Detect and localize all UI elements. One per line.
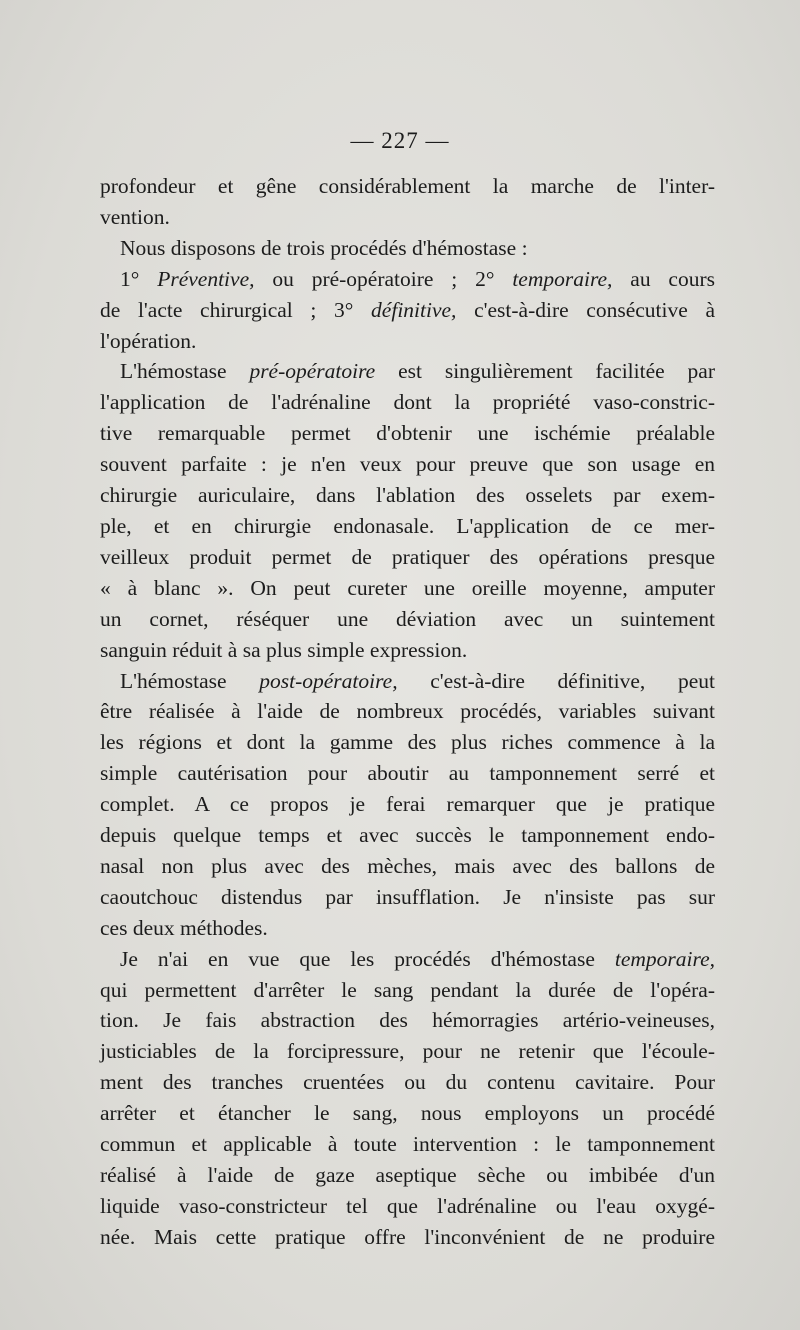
- text-segment: tive remarquable permet d'obtenir une ischémie préalable: [100, 421, 715, 446]
- text-segment: au cours: [612, 266, 715, 291]
- text-segment: L'hémostase: [120, 359, 250, 384]
- text-line: [100, 233, 715, 264]
- text-segment: tion. Je fais abstraction des hémorragies artério-veineuses,: [100, 1008, 715, 1033]
- italic-text: pré-opératoire: [249, 359, 376, 384]
- text-segment: depuis quelque temps et avec succès le tamponnement endo-: [100, 823, 715, 848]
- text-segment: être réalisée à l'aide de nombreux procédés, variables suivant: [100, 699, 715, 724]
- text-segment: simple cautérisation pour aboutir au tamponnement serré et: [100, 761, 715, 786]
- text-segment: liquide vaso-constricteur tel que l'adrénaline ou l'eau oxygé-: [100, 1193, 715, 1218]
- text-line: [100, 356, 715, 387]
- text-segment: justiciables de la forcipressure, pour ne retenir que l'écoule-: [100, 1039, 715, 1064]
- text-segment: Je n'ai en vue que les procédés d'hémostase: [120, 946, 615, 971]
- text-segment: est singulièrement facilitée par: [375, 359, 715, 384]
- text-segment: nasal non plus avec des mèches, mais avec des ballons de: [100, 853, 715, 878]
- text-segment: un cornet, réséquer une déviation avec un suintement: [100, 606, 715, 631]
- text-segment: souvent parfaite : je n'en veux pour preuve que son usage en: [100, 452, 715, 477]
- italic-text: temporaire,: [512, 266, 613, 291]
- text-segment: de l'acte chirurgical ; 3°: [100, 297, 372, 322]
- text-segment: « à blanc ». On peut cureter une oreille moyenne, amputer: [100, 575, 715, 600]
- text-line: [100, 1160, 715, 1191]
- italic-text: définitive,: [371, 297, 457, 322]
- text-line: [100, 851, 715, 882]
- text-line: [100, 635, 715, 666]
- text-line: [100, 264, 715, 295]
- text-line: [100, 820, 715, 851]
- text-segment: ou pré-opératoire ; 2°: [254, 266, 513, 291]
- text-segment: caoutchouc distendus par insufflation. Je n'insiste pas sur: [100, 884, 715, 909]
- text-segment: née. Mais cette pratique offre l'inconvénient de ne produire: [100, 1224, 715, 1249]
- text-line: [100, 882, 715, 913]
- text-segment: commun et applicable à toute intervention : le tamponnement: [100, 1132, 715, 1157]
- text-segment: 1°: [120, 266, 158, 291]
- text-segment: sanguin réduit à sa plus simple expression.: [100, 637, 468, 662]
- text-segment: L'hémostase: [120, 668, 260, 693]
- text-segment: arrêter et étancher le sang, nous employons un procédé: [100, 1101, 715, 1126]
- text-line: [100, 480, 715, 511]
- text-line: [100, 727, 715, 758]
- body-text: [100, 171, 715, 1253]
- text-line: [100, 666, 715, 697]
- text-segment: chirurgie auriculaire, dans l'ablation des osselets par exem-: [100, 483, 715, 508]
- text-line: [100, 1191, 715, 1222]
- text-line: [100, 202, 715, 233]
- text-line: [100, 326, 715, 357]
- text-line: [100, 295, 715, 326]
- text-line: [100, 1129, 715, 1160]
- text-segment: veilleux produit permet de pratiquer des opérations presque: [100, 544, 715, 569]
- italic-text: post-opératoire,: [259, 668, 398, 693]
- text-line: [100, 418, 715, 449]
- text-line: [100, 1067, 715, 1098]
- text-segment: c'est-à-dire définitive, peut: [397, 668, 715, 693]
- text-segment: les régions et dont la gamme des plus riches commence à la: [100, 730, 715, 755]
- text-line: [100, 604, 715, 635]
- text-segment: c'est-à-dire consécutive à: [456, 297, 715, 322]
- text-line: [100, 511, 715, 542]
- italic-text: Préventive,: [157, 266, 255, 291]
- text-segment: qui permettent d'arrêter le sang pendant la durée de l'opéra-: [100, 977, 715, 1002]
- text-line: [100, 913, 715, 944]
- text-line: [100, 449, 715, 480]
- text-segment: ment des tranches cruentées ou du contenu cavitaire. Pour: [100, 1070, 715, 1095]
- text-line: [100, 387, 715, 418]
- text-segment: profondeur et gêne considérablement la marche de l'inter-: [100, 174, 715, 198]
- text-line: [100, 171, 715, 202]
- text-line: [100, 758, 715, 789]
- text-line: [100, 944, 715, 975]
- text-line: [100, 1005, 715, 1036]
- text-line: [100, 696, 715, 727]
- text-segment: complet. A ce propos je ferai remarquer que je pratique: [100, 792, 715, 817]
- text-line: [100, 789, 715, 820]
- text-segment: vention.: [100, 204, 170, 229]
- text-line: [100, 1222, 715, 1253]
- text-segment: ces deux méthodes.: [100, 915, 268, 940]
- italic-text: temporaire,: [614, 946, 715, 971]
- text-line: [100, 1098, 715, 1129]
- text-segment: réalisé à l'aide de gaze aseptique sèche ou imbibée d'un: [100, 1163, 715, 1187]
- page-number: — 227 —: [350, 128, 450, 153]
- text-line: [100, 1036, 715, 1067]
- text-line: [100, 573, 715, 604]
- text-segment: l'opération.: [100, 328, 197, 353]
- text-segment: ple, et en chirurgie endonasale. L'application de ce mer-: [100, 513, 715, 538]
- text-line: [100, 542, 715, 573]
- text-line: [100, 975, 715, 1006]
- text-segment: Nous disposons de trois procédés d'hémostase :: [120, 235, 528, 260]
- text-segment: l'application de l'adrénaline dont la propriété vaso-constric-: [100, 390, 715, 415]
